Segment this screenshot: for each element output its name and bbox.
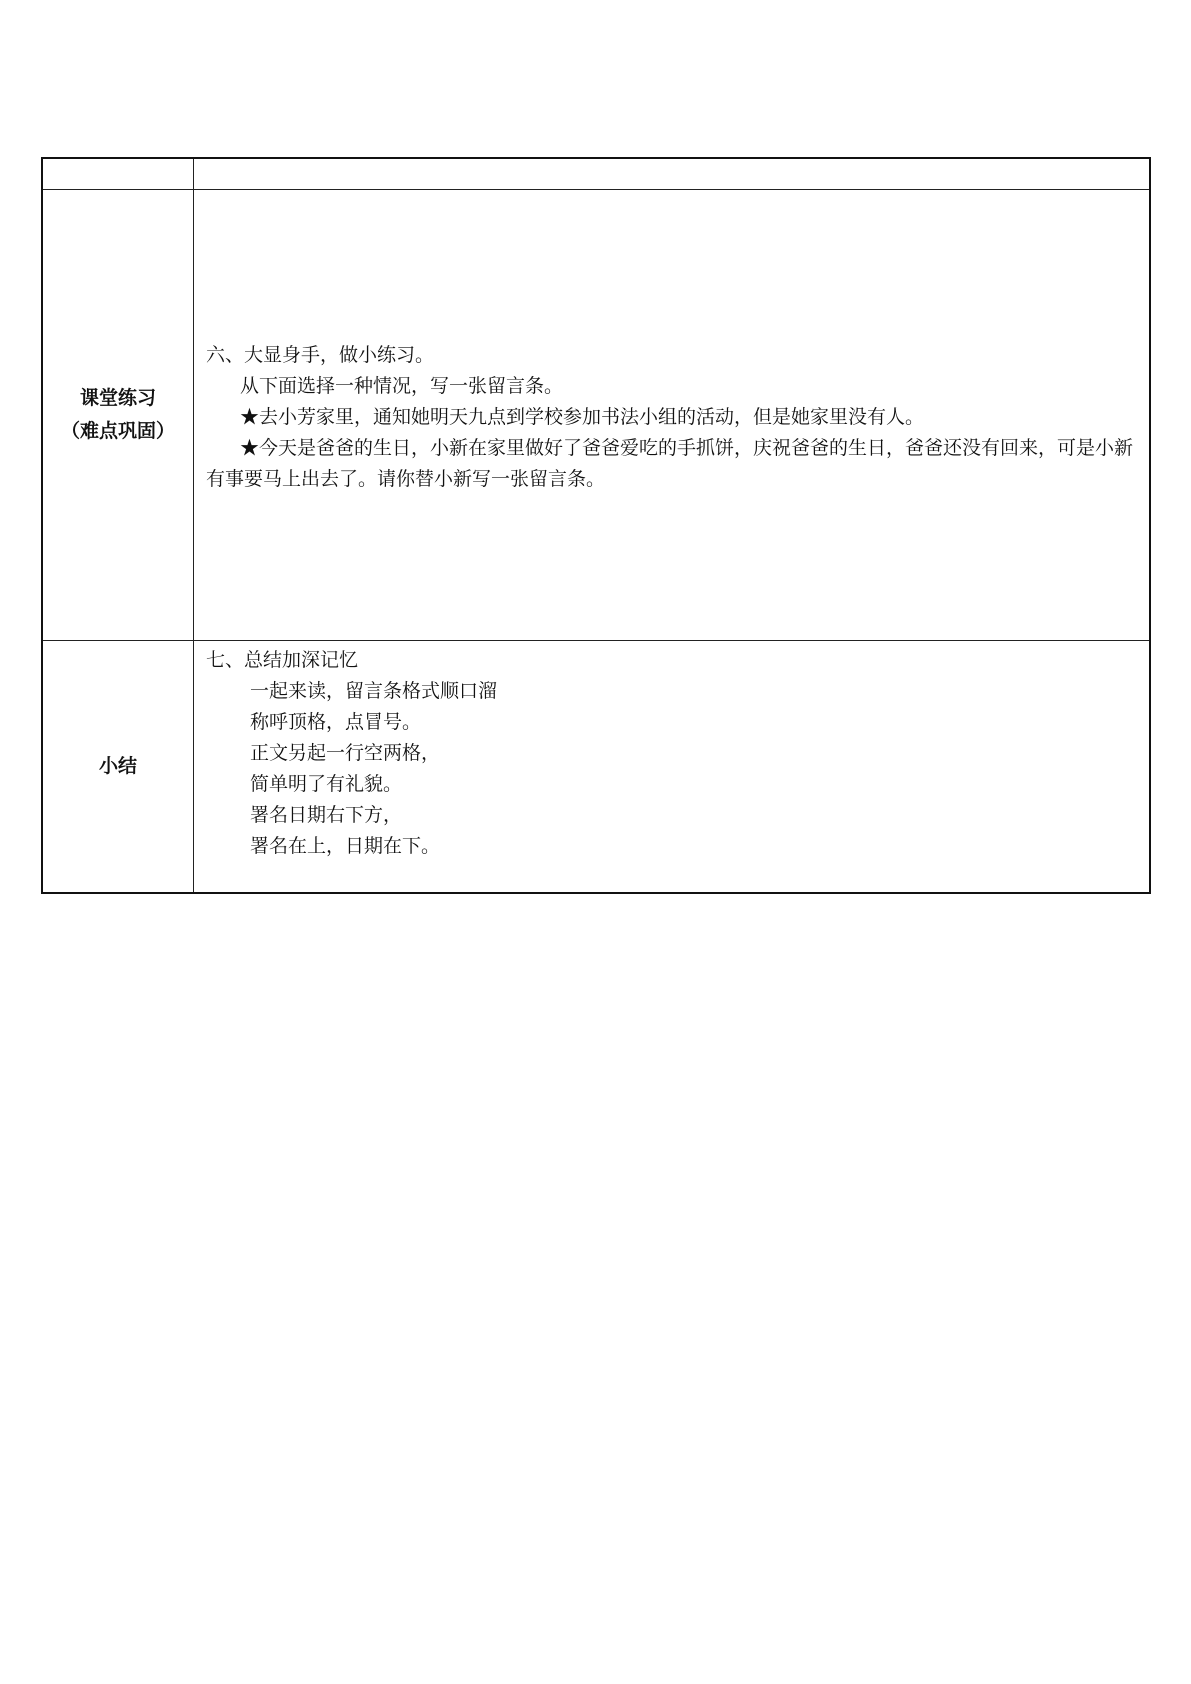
lesson-plan-table [41, 157, 1151, 894]
practice-sublabel: （难点巩固） [60, 420, 175, 442]
table-row [42, 158, 1150, 190]
empty-label-cell [42, 158, 194, 190]
summary-heading: 七、总结加深记忆 [206, 649, 359, 671]
table-row [42, 190, 1150, 641]
summary-line: 正文另起一行空两格， [250, 742, 441, 764]
summary-line: 称呼顶格，点冒号。 [250, 711, 422, 733]
summary-label: 小结 [98, 755, 137, 777]
summary-label-cell [42, 641, 194, 894]
practice-option-2: ★今天是爸爸的生日，小新在家里做好了爸爸爱吃的手抓饼，庆祝爸爸的生日，爸爸还没有回来，可是小新有事要马上出去了。请你替小新写一张留言条。 [206, 436, 1134, 490]
summary-line: 简单明了有礼貌。 [250, 773, 403, 795]
summary-line: 署名日期右下方， [250, 804, 403, 826]
practice-label: 课堂练习 [79, 387, 156, 409]
summary-content-cell [194, 641, 1151, 894]
table-row [42, 641, 1150, 894]
summary-line: 一起来读，留言条格式顺口溜 [250, 680, 498, 702]
practice-option-1: ★去小芳家里，通知她明天九点到学校参加书法小组的活动，但是她家里没有人。 [240, 405, 925, 428]
practice-content-cell [194, 190, 1151, 641]
practice-label-cell [42, 190, 194, 641]
practice-instruction: 从下面选择一种情况，写一张留言条。 [240, 374, 564, 397]
summary-line: 署名在上，日期在下。 [250, 835, 441, 857]
empty-content-cell [194, 158, 1151, 190]
practice-heading: 六、大显身手，做小练习。 [206, 343, 435, 366]
